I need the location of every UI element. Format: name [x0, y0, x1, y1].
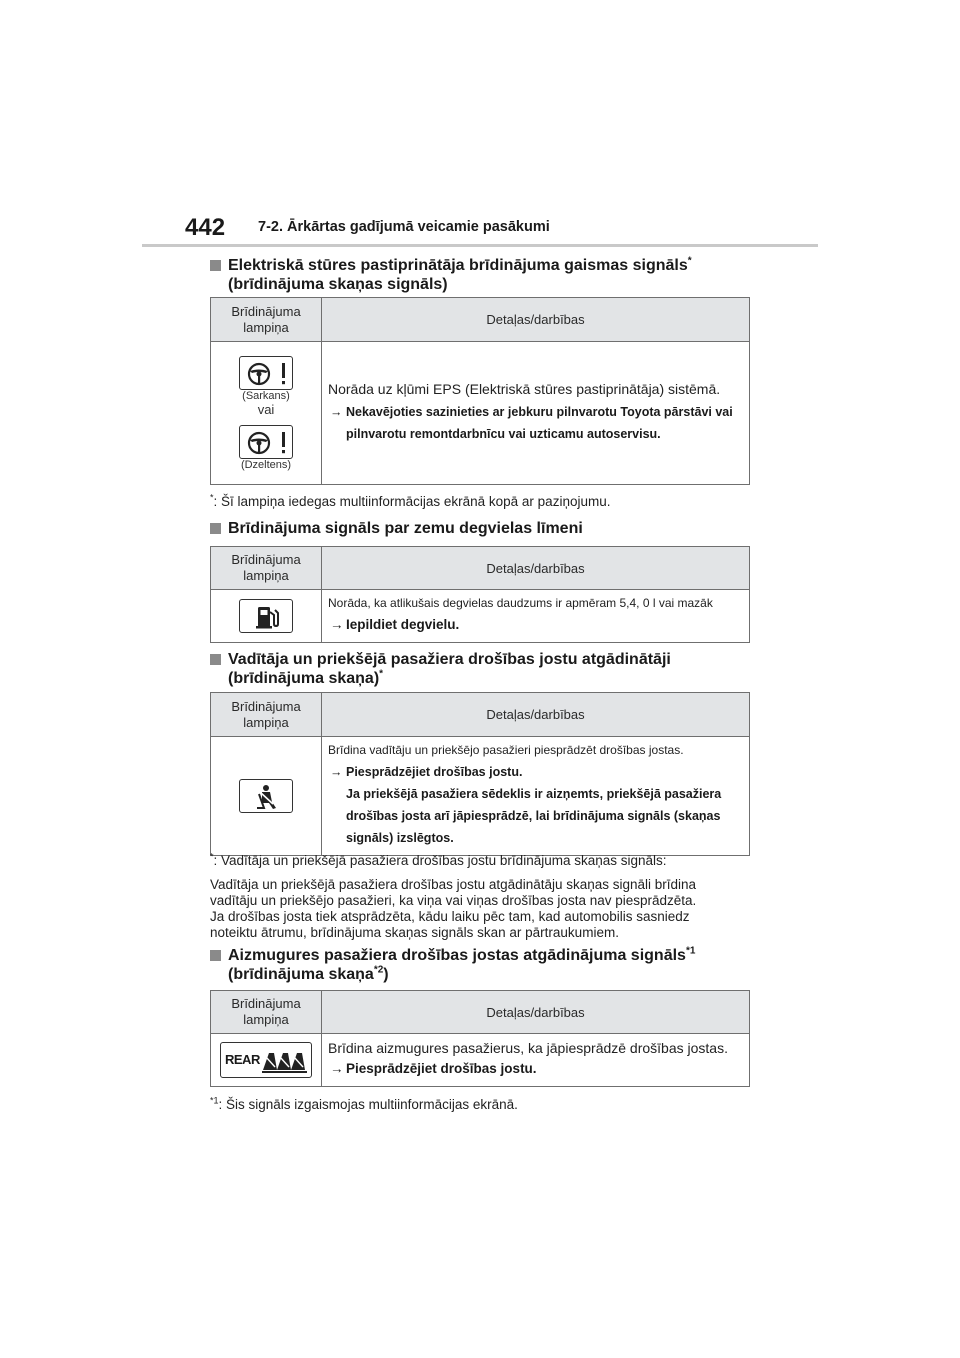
or-text: vai — [257, 401, 275, 417]
front-seatbelt-action — [328, 761, 745, 783]
rear-seatbelt-action — [328, 1058, 745, 1080]
paragraph-line: Vadītāja un priekšējā pasažiera drošības jostu atgādinātāju skaņas signāli brīdina — [210, 877, 697, 892]
heading-text: Vadītāja un priekšējā pasažiera drošības jostu atgādinātāji — [228, 651, 671, 668]
fuel-description: Norāda, ka atlikušais degvielas daudzums ir apmēram 5,4, 0 l vai mazāk — [328, 596, 713, 610]
icon-caption-yellow: (Dzeltens) — [240, 458, 292, 471]
icon-caption-red: (Sarkans) — [242, 389, 290, 402]
col-header-details: Detaļas/darbības — [322, 298, 750, 342]
section-heading-rear-seatbelt — [210, 946, 770, 984]
footnote-marker: *2 — [373, 964, 384, 976]
footnote-eps — [210, 494, 770, 509]
page-number: 442 — [185, 214, 226, 241]
col-header-lamp: Brīdinājuma lampiņa — [211, 547, 322, 590]
col-header-details: Detaļas/darbības — [322, 693, 750, 737]
rear-seatbelt-icon-cell — [211, 1034, 322, 1087]
heading-text-line2: (brīdinājuma skaņa) — [228, 670, 380, 687]
eps-red-warning-icon — [239, 356, 293, 390]
front-seatbelt-table — [210, 692, 750, 856]
rear-seatbelt-icon — [220, 1042, 312, 1078]
footnote-rear-seatbelt — [210, 1097, 770, 1112]
footnote-marker: *1 — [685, 945, 696, 957]
rear-icon-text: REAR — [225, 1052, 260, 1067]
col-header-lamp: Brīdinājuma lampiņa — [211, 991, 322, 1034]
front-seatbelt-note-3: signāls) izslēgtos. — [346, 831, 454, 845]
footnote-marker: * — [210, 492, 214, 503]
action-text: Iepildiet degvielu. — [346, 617, 460, 632]
rear-seatbelt-table — [210, 990, 750, 1087]
rear-seatbelt-details-cell — [322, 1034, 750, 1087]
bullet-square-icon — [210, 260, 221, 271]
heading-text: Aizmugures pasažiera drošības jostas atgādinājuma signāls — [228, 947, 686, 964]
arrow-icon: → — [330, 765, 343, 779]
bullet-square-icon — [210, 654, 221, 665]
fuel-pump-icon — [239, 599, 293, 633]
footnote-text: : Vadītāja un priekšējā pasažiera drošības jostu brīdinājuma skaņas signāls: — [213, 853, 667, 868]
fuel-warning-table — [210, 546, 750, 643]
heading-text: Elektriskā stūres pastiprinātāja brīdinājuma gaismas signāls — [228, 257, 688, 274]
paragraph-line: noteiktu ātrumu, brīdinājuma skaņas signāls skan ar pārtraukumiem. — [210, 925, 619, 940]
header-divider — [142, 244, 818, 247]
action-text: Piesprādzējiet drošības jostu. — [346, 1061, 537, 1076]
footnote-marker: *1 — [210, 1095, 219, 1106]
heading-text: Brīdinājuma signāls par zemu degvielas līmeni — [228, 520, 583, 537]
heading-text-close: ) — [383, 966, 389, 983]
footnote-marker: * — [687, 255, 692, 267]
heading-text-line2: (brīdinājuma skaņa — [228, 966, 374, 983]
seatbelt-icon-cell — [211, 737, 322, 856]
eps-action-line2: pilnvarotu remontdarbnīcu vai uzticamu autoservisu. — [346, 427, 661, 441]
footnote-text: : Šis signāls izgaismojas multiinformācijas ekrānā. — [218, 1097, 518, 1112]
action-text: Piesprādzējiet drošības jostu. — [346, 765, 523, 779]
footnote-marker: * — [210, 851, 214, 862]
eps-warning-table — [210, 297, 750, 485]
arrow-icon: → — [330, 405, 343, 419]
section-heading-front-seatbelt — [210, 650, 770, 688]
col-header-lamp: Brīdinājuma lampiņa — [211, 298, 322, 342]
footnote-front-seatbelt — [210, 853, 770, 868]
section-heading-eps — [210, 256, 770, 294]
eps-details-cell — [322, 342, 750, 485]
eps-icons-cell — [211, 342, 322, 485]
fuel-icon-cell — [211, 590, 322, 643]
col-header-lamp: Brīdinājuma lampiņa — [211, 693, 322, 737]
front-seatbelt-note-1: Ja priekšējā pasažiera sēdeklis ir aizņemts, priekšējā pasažiera — [346, 787, 722, 801]
seatbelt-explanation-paragraph — [210, 877, 755, 941]
section-heading-fuel — [210, 519, 770, 538]
chapter-title: 7-2. Ārkārtas gadījumā veicamie pasākumi — [258, 219, 550, 235]
paragraph-line: Ja drošības josta tiek atsprādzēta, kādu laiku pēc tam, kad automobilis sasniedz — [210, 909, 690, 924]
col-header-details: Detaļas/darbības — [322, 547, 750, 590]
eps-yellow-warning-icon — [239, 425, 293, 459]
eps-action — [328, 401, 745, 423]
rear-seatbelt-description: Brīdina aizmugures pasažierus, ka jāpiesprādzē drošības jostas. — [328, 1040, 728, 1056]
arrow-icon: → — [330, 1061, 344, 1076]
front-seatbelt-details-cell — [322, 737, 750, 856]
eps-description: Norāda uz kļūmi EPS (Elektriskā stūres pastiprinātāja) sistēmā. — [328, 381, 721, 397]
fuel-action — [328, 614, 745, 636]
seatbelt-icon — [239, 779, 293, 813]
front-seatbelt-description: Brīdina vadītāju un priekšējo pasažieri piesprādzēt drošības jostas. — [328, 743, 684, 757]
paragraph-line: vadītāju un priekšējo pasažieri, ka viņa vai viņas drošības josta nav piesprādzēta. — [210, 893, 697, 908]
bullet-square-icon — [210, 950, 221, 961]
front-seatbelt-note-2: drošības josta arī jāpiesprādzē, lai brīdinājuma signāls (skaņas — [346, 809, 721, 823]
footnote-text: : Šī lampiņa iedegas multiinformācijas ekrānā kopā ar paziņojumu. — [213, 494, 611, 509]
arrow-icon: → — [330, 617, 344, 632]
bullet-square-icon — [210, 523, 221, 534]
fuel-details-cell — [322, 590, 750, 643]
footnote-marker: * — [379, 668, 384, 680]
heading-text-line2: (brīdinājuma skaņas signāls) — [228, 276, 448, 293]
col-header-details: Detaļas/darbības — [322, 991, 750, 1034]
action-text: Nekavējoties sazinieties ar jebkuru pilnvarotu Toyota pārstāvi vai — [346, 405, 733, 419]
